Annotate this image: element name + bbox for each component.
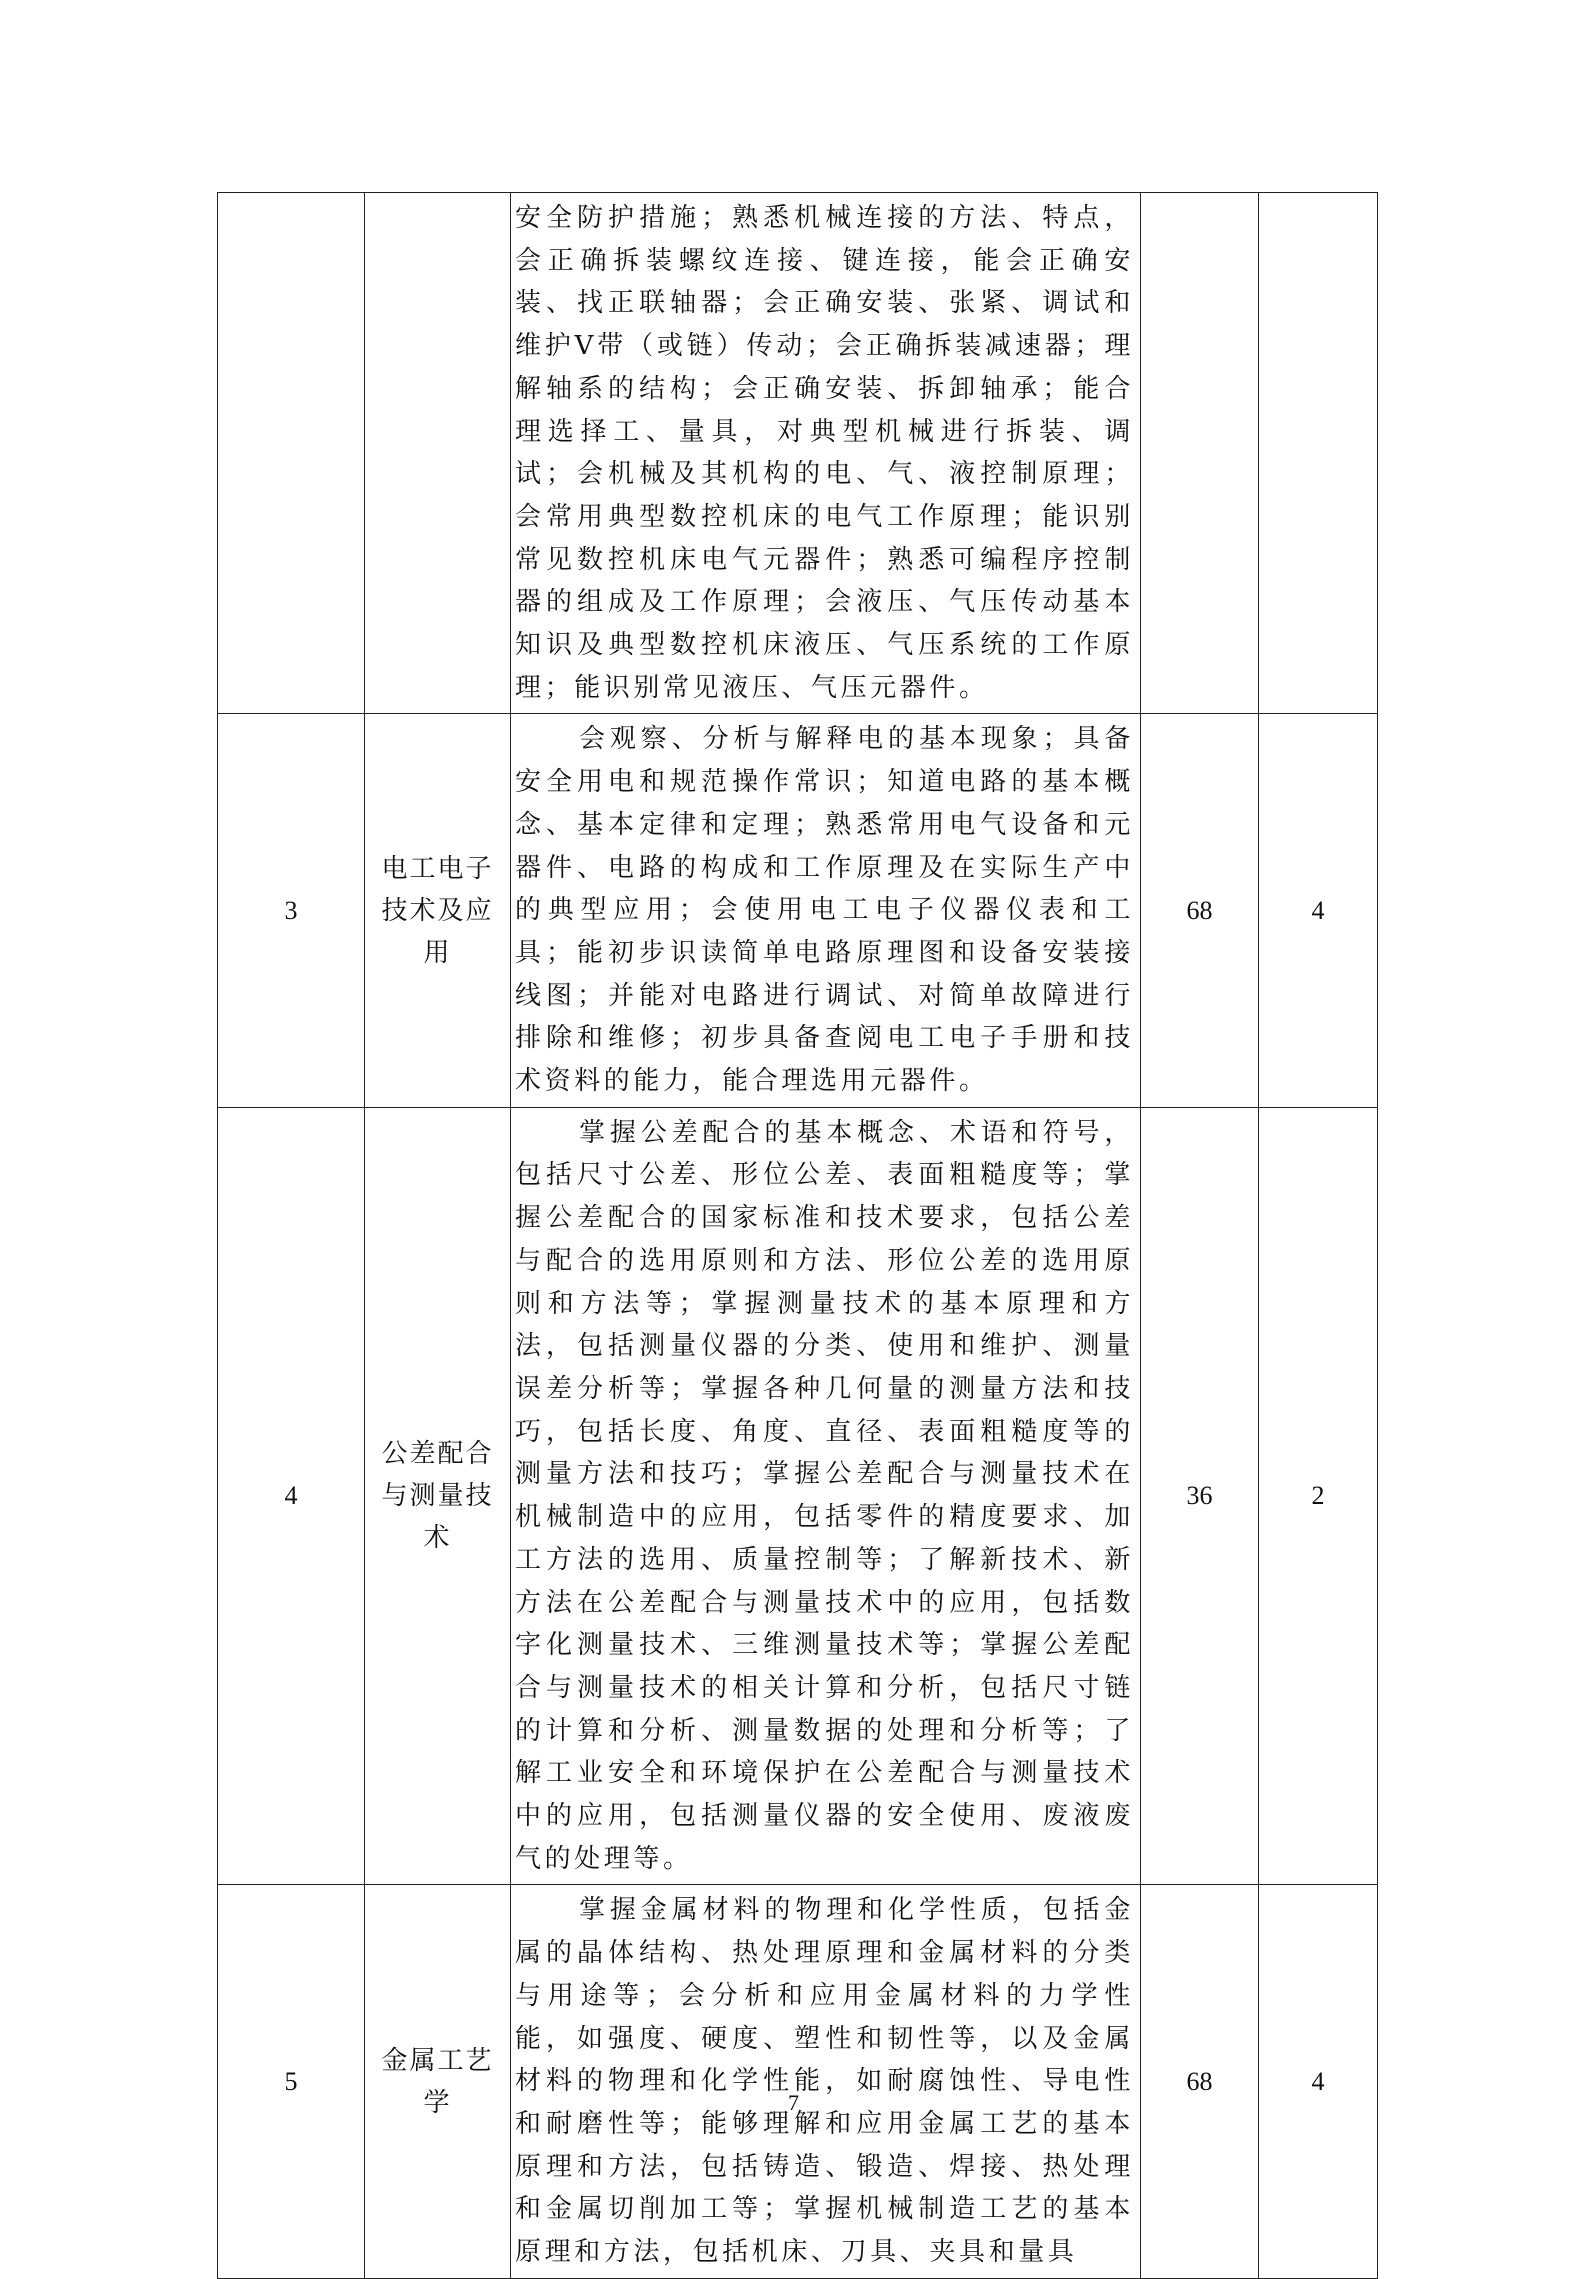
course-hours-cell	[1141, 193, 1259, 714]
course-description-text: 掌握公差配合的基本概念、术语和符号，包括尺寸公差、形位公差、表面粗糙度等；掌握公差配合的国家标准和技术要求，包括公差与配合的选用原则和方法、形位公差的选用原则和方法等；掌握测量技术的基本原理和方法，包括测量仪器的分类、使用和维护、测量误差分析等；掌握各种几何量的测量方法和技巧，包括长度、角度、直径、表面粗糙度等的测量方法和技巧；掌握公差配合与测量技术在机械制造中的应用，包括零件的精度要求、加工方法的选用、质量控制等；了解新技术、新方法在公差配合与测量技术中的应用，包括数字化测量技术、三维测量技术等；掌握公差配合与测量技术的相关计算和分析，包括尺寸链的计算和分析、测量数据的处理和分析等；了解工业安全和环境保护在公差配合与测量技术中的应用，包括测量仪器的安全使用、废液废气的处理等。	[515, 1117, 1134, 1874]
table-row	[218, 193, 1378, 714]
course-description-text: 会观察、分析与解释电的基本现象；具备安全用电和规范操作常识；知道电路的基本概念、基本定律和定理；熟悉常用电气设备和元器件、电路的构成和工作原理及在实际生产中的典型应用；会使用电工电子仪器仪表和工具；能初步识读简单电路原理图和设备安装接线图；并能对电路进行调试、对简单故障进行排除和维修；初步具备查阅电工电子手册和技术资料的能力，能合理选用元器件。	[515, 724, 1134, 1097]
course-credits-cell: 2	[1259, 1107, 1378, 1885]
course-name-cell	[365, 193, 511, 714]
table-row	[218, 1885, 1378, 2278]
course-credits-cell: 4	[1259, 714, 1378, 1107]
course-name-cell: 电工电子技术及应用	[365, 714, 511, 1107]
course-number-cell	[218, 193, 365, 714]
table-row	[218, 1107, 1378, 1885]
course-table	[217, 192, 1378, 2279]
table-row	[218, 714, 1378, 1107]
course-number-cell: 4	[218, 1107, 365, 1885]
course-hours-cell: 68	[1141, 1885, 1259, 2278]
course-number-cell: 5	[218, 1885, 365, 2278]
course-credits-cell	[1259, 193, 1378, 714]
course-number-cell: 3	[218, 714, 365, 1107]
course-description-text: 掌握金属材料的物理和化学性质，包括金属的晶体结构、热处理原理和金属材料的分类与用途等；会分析和应用金属材料的力学性能，如强度、硬度、塑性和韧性等，以及金属材料的物理和化学性能，如耐腐蚀性、导电性和耐磨性等；能够理解和应用金属工艺的基本原理和方法，包括铸造、锻造、焊接、热处理和金属切削加工等；掌握机械制造工艺的基本原理和方法，包括机床、刀具、夹具和量具	[515, 1895, 1134, 2268]
course-description-cell	[511, 193, 1141, 714]
course-description-text: 安全防护措施；熟悉机械连接的方法、特点，会正确拆装螺纹连接、键连接，能会正确安装、找正联轴器；会正确安装、张紧、调试和维护V带（或链）传动；会正确拆装减速器；理解轴系的结构；会正确安装、拆卸轴承；能合理选择工、量具，对典型机械进行拆装、调试；会机械及其机构的电、气、液控制原理；会常用典型数控机床的电气工作原理；能识别常见数控机床电气元器件；熟悉可编程序控制器的组成及工作原理；会液压、气压传动基本知识及典型数控机床液压、气压系统的工作原理；能识别常见液压、气压元器件。	[515, 203, 1134, 703]
course-description-cell	[511, 1107, 1141, 1885]
course-description-cell	[511, 1885, 1141, 2278]
page-number: 7	[788, 2090, 799, 2115]
course-hours-cell: 68	[1141, 714, 1259, 1107]
course-name-cell: 金属工艺学	[365, 1885, 511, 2278]
course-description-cell	[511, 714, 1141, 1107]
course-hours-cell: 36	[1141, 1107, 1259, 1885]
course-credits-cell: 4	[1259, 1885, 1378, 2278]
course-name-cell: 公差配合与测量技术	[365, 1107, 511, 1885]
